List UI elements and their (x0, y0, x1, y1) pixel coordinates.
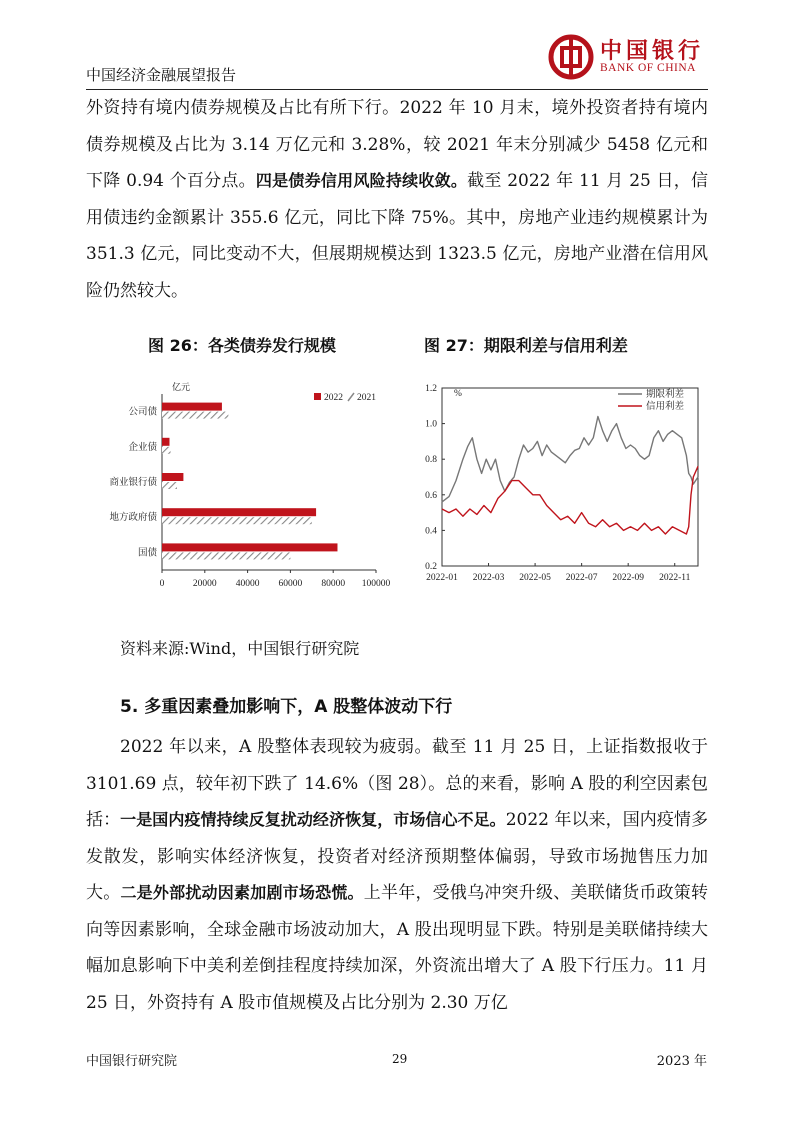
paragraph-text: 截至 2022 年 11 月 25 日，信用债违约金额累计 355.6 亿元，同比下降 75%。其中，房地产业违约规模累计为 351.3 亿元，同比变动不大，但展期规模达到 1323.5 亿元，房地产业潜在信用风险仍然较大。 (86, 171, 708, 301)
paragraph-bold: 二是外部扰动因素加剧市场恐慌。 (120, 883, 364, 902)
report-title: 中国经济金融展望报告 (86, 66, 237, 84)
logo-chinese-text: 中国银行 (600, 38, 705, 64)
x-tick-label: 80000 (321, 579, 346, 589)
category-label: 地方政府债 (109, 513, 157, 524)
legend-swatch-2022 (314, 393, 321, 400)
x-tick-label: 0 (159, 579, 165, 589)
bond-issuance-chart (96, 370, 396, 602)
x-tick-label: 40000 (235, 579, 260, 589)
legend-label-2022: 2022 (324, 393, 343, 403)
y-tick-label: 0.6 (425, 490, 437, 501)
bar-2022 (162, 473, 183, 481)
x-tick-label: 2022-09 (612, 573, 645, 583)
paragraph-bond-holdings (86, 90, 708, 309)
paragraph-text: 上半年，受俄乌冲突升级、美联储货币政策转向等因素影响，全球金融市场波动加大，A 股出现明显下跌。特别是美联储持续大幅加息影响下中美利差倒挂程度持续加深，外资流出增大了 A 股下行压力。11 月 25 日，外资持有 A 股市值规模及占比分别为 2.30 万亿 (86, 883, 708, 1013)
x-tick-label: 2022-01 (426, 573, 458, 583)
category-label: 公司债 (128, 407, 157, 418)
series-line-term-spread (442, 417, 698, 502)
x-tick-label: 60000 (278, 579, 303, 589)
bank-logo (548, 34, 708, 80)
x-tick-label: 100000 (361, 579, 391, 589)
bar-2021 (162, 482, 177, 489)
category-label: 国债 (137, 548, 157, 559)
bar-2022 (162, 508, 316, 516)
bar-2022 (162, 403, 222, 411)
x-tick-label: 2022-11 (659, 573, 691, 583)
paragraph-bold: 一是国内疫情持续反复扰动经济恢复，市场信心不足。 (120, 810, 506, 829)
paragraph-text: 2022 年以来，国内疫情多发散发，影响实体经济恢复，投资者对经济预期整体偏弱，导致市场抛售压力加大。 (86, 810, 708, 903)
footer-institution: 中国银行研究院 (86, 1054, 178, 1069)
x-tick-label: 20000 (192, 579, 217, 589)
plot-frame (442, 388, 698, 566)
footer-year: 2023 年 (656, 1054, 707, 1069)
paragraph-text: 2022 年以来，A 股整体表现较为疲弱。截至 11 月 25 日，上证指数报收于 3101.69 点，较年初下跌了 14.6%（图 28）。总的来看，影响 A 股的利空因素包括： (86, 737, 708, 830)
unit-label: % (454, 389, 462, 399)
bar-2021 (162, 552, 290, 559)
category-label: 企业债 (128, 442, 157, 453)
legend-label: 期限利差 (646, 390, 685, 400)
bank-of-china-emblem-icon (548, 34, 594, 80)
unit-label: 亿元 (172, 382, 191, 392)
legend-label-2021: 2021 (357, 393, 376, 403)
section-heading: 5. 多重因素叠加影响下，A 股整体波动下行 (120, 697, 453, 717)
paragraph-text: 外资持有境内债券规模及占比有所下行。2022 年 10 月末，境外投资者持有境内债券规模及占比为 3.14 万亿元和 3.28%，较 2021 年末分别减少 5458 亿元和下降 0.94 个百分点。 (86, 98, 708, 191)
category-label: 商业银行债 (109, 478, 157, 488)
paragraph-bold: 四是债券信用风险持续收敛。 (255, 171, 468, 190)
y-tick-label: 0.8 (425, 455, 437, 466)
paragraph-a-share (86, 729, 708, 1021)
page-number: 29 (392, 1052, 408, 1066)
bar-2021 (162, 412, 228, 419)
data-source-note: 资料来源:Wind，中国银行研究院 (120, 639, 360, 658)
spread-line-chart (412, 370, 712, 602)
y-tick-label: 0.4 (425, 526, 437, 537)
x-tick-label: 2022-03 (472, 573, 505, 583)
y-tick-label: 0.2 (425, 562, 437, 572)
figure-26-title: 图 26：各类债券发行规模 (148, 336, 336, 355)
bar-2021 (162, 447, 171, 454)
figure-27-title: 图 27：期限利差与信用利差 (424, 336, 628, 355)
legend-swatch-2021 (348, 393, 354, 401)
legend-label: 信用利差 (646, 402, 685, 412)
y-tick-label: 1.2 (425, 384, 437, 394)
bar-2022 (162, 543, 337, 551)
page-header (86, 0, 708, 90)
bar-2022 (162, 438, 169, 446)
y-tick-label: 1.0 (425, 419, 437, 430)
logo-english-text: BANK OF CHINA (600, 62, 696, 74)
x-tick-label: 2022-07 (565, 573, 598, 583)
series-line-credit-spread (442, 466, 698, 534)
bar-2021 (162, 517, 312, 524)
x-tick-label: 2022-05 (519, 573, 551, 583)
